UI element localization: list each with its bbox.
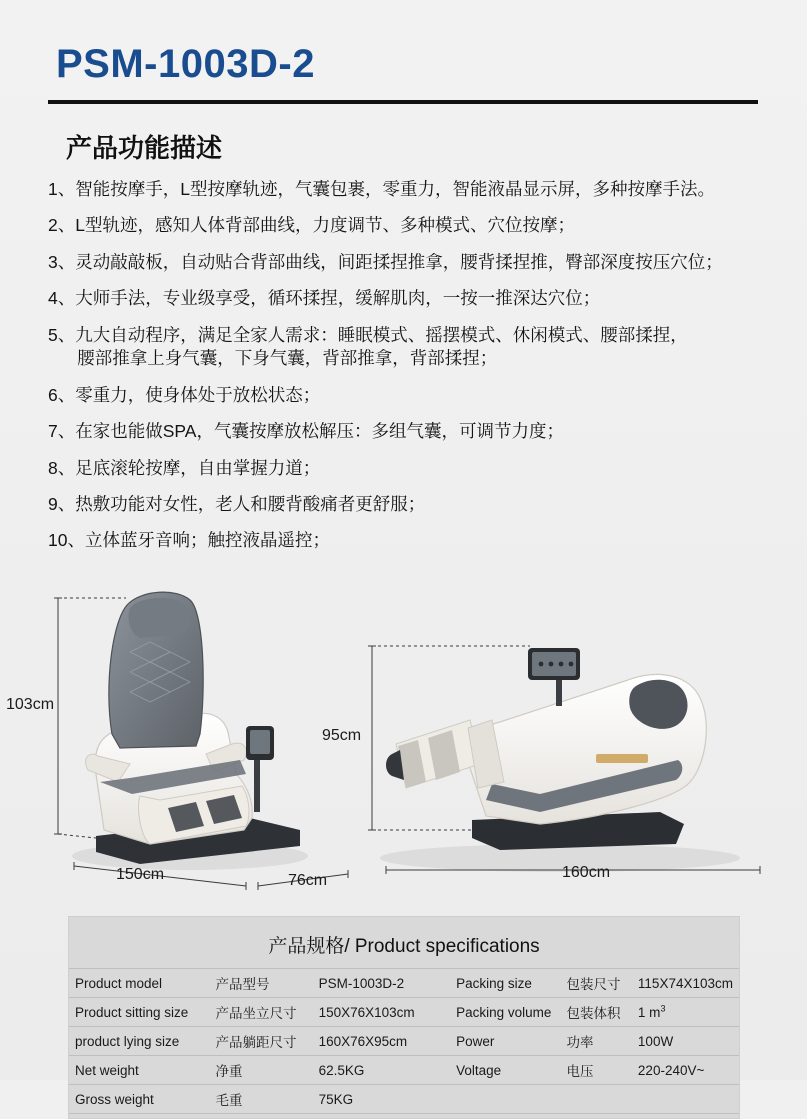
cell-value: 150X76X103cm	[313, 998, 451, 1027]
list-item-text: L型轨迹，感知人体背部曲线，力度调节、多种模式、穴位按摩；	[75, 215, 575, 236]
dimension-label-length-reclined: 160cm	[562, 864, 611, 881]
cell-label-en-2: Packing volume	[450, 998, 560, 1027]
cell-label-en: Gross weight	[69, 1085, 210, 1114]
cell-label-en: Net weight	[69, 1056, 210, 1085]
chair-upright-illustration	[54, 592, 348, 890]
table-row	[69, 1085, 739, 1114]
list-item-number: 7、	[48, 421, 76, 442]
list-item-text: 热敷功能对女性，老人和腰背酸痛者更舒服；	[75, 493, 426, 514]
list-item-number: 3、	[48, 251, 76, 272]
list-item-text: 大师手法，专业级享受，循环揉捏，缓解肌肉，一按一推深达穴位；	[75, 288, 601, 309]
cell-label-cn: 产品躺距尺寸	[210, 1027, 313, 1056]
list-item-text	[75, 324, 768, 371]
table-row	[69, 1056, 739, 1085]
cell-value-2: 220-240V~	[632, 1056, 739, 1085]
page-title: PSM-1003D-2	[56, 42, 315, 86]
list-item	[48, 529, 768, 552]
cell-label-en: product lying size	[69, 1027, 210, 1056]
cell-label-cn: 毛重	[210, 1085, 313, 1114]
list-item-number: 9、	[48, 493, 76, 514]
table-row	[69, 1027, 739, 1056]
list-item	[48, 384, 768, 407]
list-item	[48, 287, 768, 310]
feature-list	[48, 178, 768, 566]
list-item	[48, 251, 768, 274]
cell-label-en-2: Voltage	[450, 1056, 560, 1085]
chair-reclined-illustration	[368, 646, 760, 874]
list-item-number: 6、	[48, 384, 76, 405]
cell-label-en-2: Packing size	[450, 969, 560, 998]
list-item	[48, 214, 768, 237]
table-row	[69, 969, 739, 998]
dimension-label-length-upright: 150cm	[116, 866, 165, 883]
cell-value: 62.5KG	[313, 1056, 451, 1085]
list-item-number: 1、	[48, 179, 76, 199]
list-item-text: 灵动敲敲板，自动贴合背部曲线，间距揉捏推拿，腰背揉捏推，臀部深度按压穴位；	[75, 251, 723, 272]
cell-value-2	[632, 998, 739, 1027]
cell-value: PSM-1003D-2	[313, 969, 451, 998]
cell-label-cn-2: 功率	[561, 1027, 632, 1056]
list-item-number: 10、	[48, 530, 85, 551]
list-item	[48, 457, 768, 480]
dimension-label-height-reclined: 95cm	[322, 727, 362, 744]
cell-label-en-2	[450, 1085, 560, 1114]
list-item	[48, 324, 768, 371]
list-item	[48, 178, 768, 201]
cell-label-cn-2: 包装体积	[561, 998, 632, 1027]
list-item-text-line2: 腰部推拿上身气囊，下身气囊，背部推拿，背部揉捏；	[77, 348, 498, 369]
list-item-number: 8、	[48, 457, 76, 478]
spec-table	[69, 968, 739, 1114]
list-item	[48, 420, 768, 443]
dimension-label-width-upright: 76cm	[288, 872, 328, 889]
cell-label-en-2: Power	[450, 1027, 560, 1056]
list-item-number: 2、	[48, 215, 76, 236]
cell-label-cn: 产品型号	[210, 969, 313, 998]
spec-table-title: 产品规格/ Product specifications	[268, 936, 540, 957]
title-divider	[48, 100, 758, 104]
list-item-text: 零重力，使身体处于放松状态；	[75, 384, 321, 405]
dimension-label-height-upright: 103cm	[6, 696, 55, 713]
spec-table-container	[68, 916, 740, 1119]
list-item-text: 立体蓝牙音响；触控液晶遥控；	[84, 530, 330, 551]
table-row	[69, 998, 739, 1027]
list-item-text-line1: 九大自动程序，满足全家人需求：睡眠模式、摇摆模式、休闲模式、腰部揉捏，	[75, 324, 688, 345]
cell-label-cn-2	[561, 1085, 632, 1114]
cell-value-2-text: 1 $m^3$	[637, 1003, 666, 1021]
cell-label-cn-2: 电压	[561, 1056, 632, 1085]
cell-label-cn-2: 包装尺寸	[561, 969, 632, 998]
cell-value: 75KG	[313, 1085, 451, 1114]
list-item-text: 在家也能做SPA，气囊按摩放松解压：多组气囊，可调节力度；	[75, 421, 564, 442]
list-item	[48, 493, 768, 516]
list-item-text: 足底滚轮按摩，自由掌握力道；	[75, 457, 321, 478]
list-item-number: 5、	[48, 324, 76, 345]
cell-label-en: Product sitting size	[69, 998, 210, 1027]
cell-value-2	[632, 1085, 739, 1114]
list-item-text: 智能按摩手，L型按摩轨迹，气囊包裹，零重力，智能液晶显示屏，多种按摩手法。	[75, 179, 715, 199]
cell-value: 160X76X95cm	[313, 1027, 451, 1056]
list-item-number: 4、	[48, 288, 76, 309]
cell-label-en: Product model	[69, 969, 210, 998]
cell-label-cn: 净重	[210, 1056, 313, 1085]
cell-value-2: 100W	[632, 1027, 739, 1056]
cell-label-cn: 产品坐立尺寸	[210, 998, 313, 1027]
section-heading: 产品功能描述	[66, 133, 223, 163]
cell-value-2: 115X74X103cm	[632, 969, 739, 998]
